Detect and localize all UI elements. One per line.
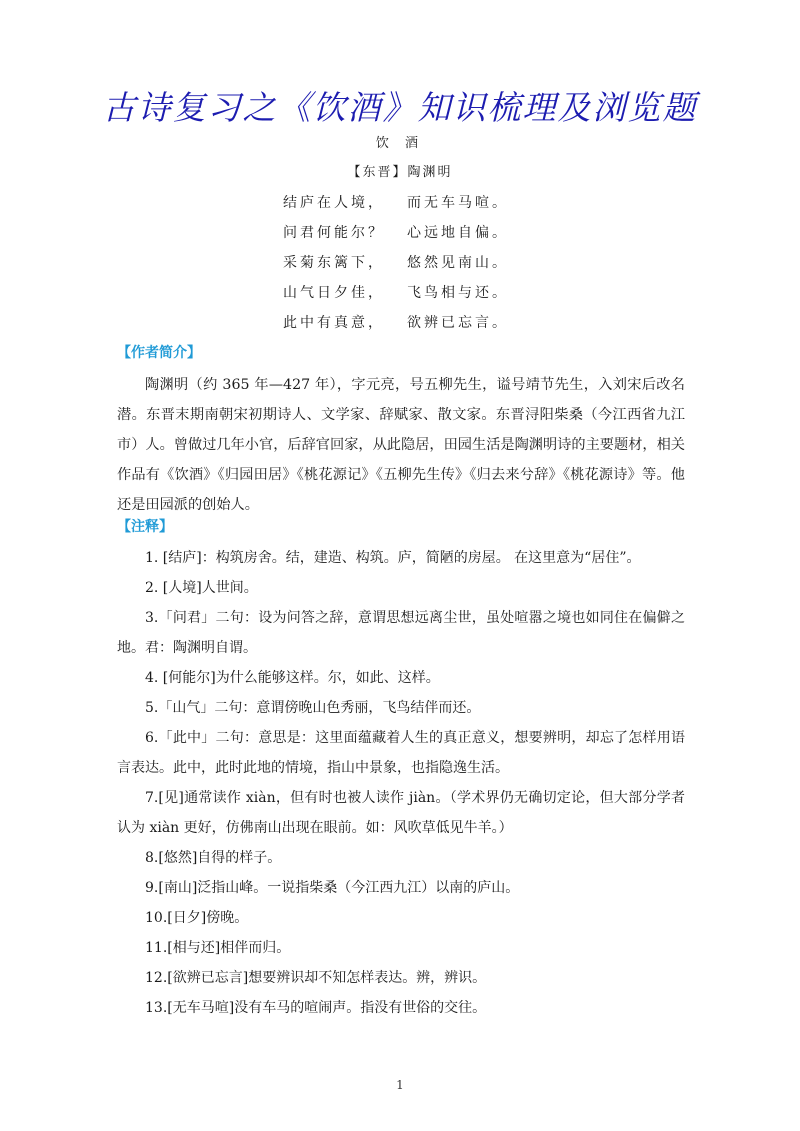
- annotations-heading: 【注释】: [117, 519, 173, 535]
- poem-line-first-half: 采菊东篱下，: [283, 255, 385, 271]
- poem-line-first-half: 山气日夕佳，: [283, 285, 385, 301]
- poem-line: [0, 283, 800, 313]
- poem-line: [0, 223, 800, 253]
- annotation-item: 13.[无车马喧]没有车马的喧闹声。指没有世俗的交往。: [145, 1000, 487, 1016]
- page-number: 1: [396, 1078, 404, 1092]
- annotation-item: 12.[欲辨已忘言]想要辨识却不知怎样表达。辨，辨识。: [145, 970, 487, 986]
- poem-title: 饮 酒: [375, 136, 425, 151]
- annotation-item: 3.「问君」二句：设为问答之辞，意谓思想远离尘世，虽处喧嚣之境也如同住在偏僻之地。君：陶渊明自谓。: [117, 610, 685, 656]
- annotation-item: 9.[南山]泛指山峰。一说指柴桑（今江西九江）以南的庐山。: [145, 880, 520, 896]
- author-intro-text: 陶渊明（约 365 年—427 年），字元亮，号五柳先生，谥号靖节先生，入刘宋后改名潜。东晋末期南朝宋初期诗人、文学家、辞赋家、散文家。东晋浔阳柴桑（今江西省九江市）人。曾做过几年小官，后辞官回家，从此隐居，田园生活是陶渊明诗的主要题材，相关作品有《饮酒》《归园田居》《桃花源记》《五柳先生传》《归去来兮辞》《桃花源诗》等。他还是田园派的创始人。: [117, 377, 685, 513]
- poem-line-first-half: 结庐在人境，: [283, 195, 385, 211]
- annotations-list: [117, 543, 685, 1023]
- document-title: 古诗复习之《饮酒》知识梳理及浏览题: [102, 88, 698, 127]
- poem-line-first-half: 问君何能尔？: [283, 225, 385, 241]
- poem-line: [0, 193, 800, 223]
- author-intro-heading: 【作者简介】: [117, 345, 201, 361]
- poem-line-second-half: 飞鸟相与还。: [407, 285, 509, 301]
- poem-line-second-half: 欲辨已忘言。: [407, 315, 509, 331]
- annotation-item: 10.[日夕]傍晚。: [145, 910, 249, 926]
- poem-line-second-half: 心远地自偏。: [407, 225, 509, 241]
- annotation-item: 5.「山气」二句：意谓傍晚山色秀丽，飞鸟结伴而还。: [145, 700, 481, 716]
- annotation-item: 1. [结庐]：构筑房舍。结，建造、构筑。庐，简陋的房屋。 在这里意为“居住”。: [145, 550, 641, 566]
- annotation-item: 6.「此中」二句：意思是：这里面蕴藏着人生的真正意义，想要辨明，却忘了怎样用语言表达。此中，此时此地的情境，指山中景象，也指隐逸生活。: [117, 730, 685, 776]
- poem-line: [0, 253, 800, 283]
- poem-line-second-half: 而无车马喧。: [407, 195, 509, 211]
- annotation-item: 7.[见]通常读作 xiàn，但有时也被人读作 jiàn。（学术界仍无确切定论，但大部分学者认为 xiàn 更好，仿佛南山出现在眼前。如：风吹草低见牛羊。）: [117, 790, 685, 836]
- annotation-item: 4. [何能尔]为什么能够这样。尔，如此、这样。: [145, 670, 440, 686]
- annotation-item: 8.[悠然]自得的样子。: [145, 850, 282, 866]
- annotation-item: 2. [人境]人世间。: [145, 580, 258, 596]
- poem-line: [0, 313, 800, 343]
- poem-author: 【东晋】陶渊明: [347, 165, 453, 180]
- poem-body: [0, 193, 800, 343]
- poem-line-second-half: 悠然见南山。: [407, 255, 509, 271]
- poem-line-first-half: 此中有真意，: [283, 315, 385, 331]
- annotation-item: 11.[相与还]相伴而归。: [145, 940, 291, 956]
